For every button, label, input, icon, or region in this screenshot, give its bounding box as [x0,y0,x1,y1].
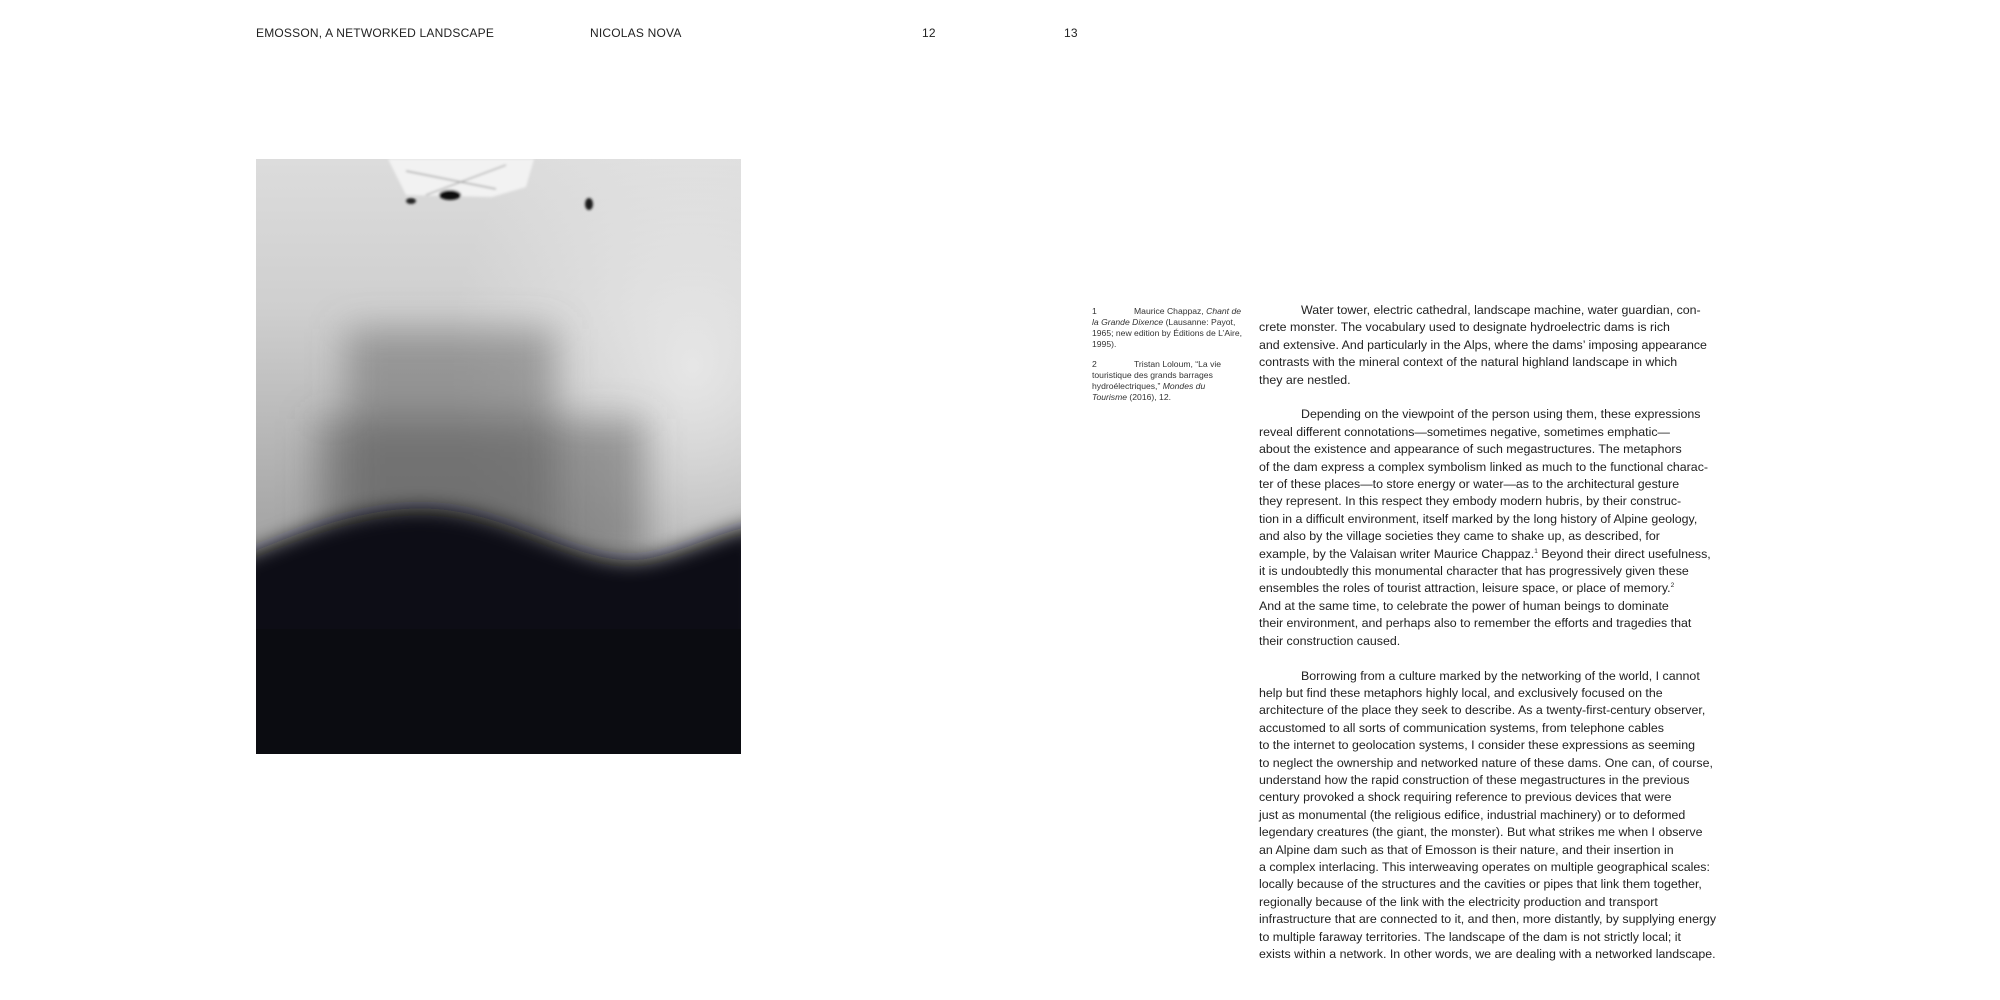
text-line: contrasts with the mineral context of the natural highland landscape in which [1259,355,1678,370]
footnote-2 [1092,359,1242,403]
text-line: architecture of the place they seek to describe. As a twenty-first-century observer, [1259,703,1706,718]
paragraph-1 [1259,302,1749,389]
text-line: example, by the Valaisan writer Maurice Chappaz.$^1$ Beyond their direct usefulness, [1259,546,1711,561]
text-line: accustomed to all sorts of communication systems, from telephone cables [1259,720,1664,735]
page-number-left: 12 [922,26,936,40]
text-line: to neglect the ownership and networked nature of these dams. One can, of course, [1259,755,1713,770]
text-line: infrastructure that are connected to it, and then, more distantly, by supplying energy [1259,912,1717,927]
text-line: they represent. In this respect they embody modern hubris, by their construc- [1259,494,1682,509]
text-line: an Alpine dam such as that of Emosson is their nature, and their insertion in [1259,842,1674,857]
text-line: crete monster. The vocabulary used to designate hydroelectric dams is rich [1259,320,1670,335]
text-line: their environment, and perhaps also to remember the efforts and tragedies that [1259,616,1692,631]
text-line: to the internet to geolocation systems, I consider these expressions as seeming [1259,738,1695,753]
footnote-number: 2 [1092,359,1097,369]
author-name: NICOLAS NOVA [590,26,682,40]
text-line: just as monumental (the religious edifice, industrial machinery) or to deformed [1259,807,1686,822]
text-line: locally because of the structures and the cavities or pipes that link them together, [1259,877,1702,892]
footnote-segment: Maurice Chappaz, [1134,306,1207,316]
text-line: Water tower, electric cathedral, landscape machine, water guardian, con- [1301,303,1701,317]
text-line: tion in a difficult environment, itself marked by the long history of Alpine geology, [1259,511,1698,526]
text-line: they are nestled. [1259,372,1351,387]
footnote-segment: (Lausanne: Payot, 1965; new edition by Éditions de L’Aire, 1995). [1092,317,1243,349]
footnote-segment: (2016), 12. [1127,392,1171,402]
text-line: it is undoubtedly this monumental character that has progressively given these [1259,564,1689,579]
footnote-number: 1 [1092,306,1097,316]
text-line: of the dam express a complex symbolism linked as much to the functional charac- [1259,459,1709,474]
paragraph-2 [1259,406,1749,650]
text-line: Borrowing from a culture marked by the networking of the world, I cannot [1301,668,1700,683]
text-line: about the existence and appearance of such megastructures. The metaphors [1259,442,1682,457]
text-line: understand how the rapid construction of these megastructures in the previous [1259,772,1690,787]
footnote-marker: 1 [1534,547,1538,555]
body-text [1259,302,1749,981]
text-line: their construction caused. [1259,633,1401,648]
text-line: legendary creatures (the giant, the monster). But what strikes me when I observe [1259,825,1703,840]
text-line: century provoked a shock requiring reference to previous devices that were [1259,790,1672,805]
footnote-title: Mondes du Tourisme [1092,381,1206,402]
running-title: EMOSSON, A NETWORKED LANDSCAPE [256,26,495,40]
text-line: exists within a network. In other words, we are dealing with a networked landscape. [1259,947,1716,961]
footnote-title: Chant de la Grande Dixence [1092,306,1242,327]
text-line: help but find these metaphors highly local, and exclusively focused on the [1259,685,1663,700]
text-line: and also by the village societies they came to shake up, as described, for [1259,529,1660,544]
text-line: and extensive. And particularly in the Alps, where the dams’ imposing appearance [1259,337,1707,352]
text-line: reveal different connotations—sometimes negative, sometimes emphatic— [1259,424,1670,439]
text-line: ter of these places—to store energy or water—as to the architectural gesture [1259,477,1680,492]
text-line: regionally because of the link with the electricity production and transport [1259,894,1658,909]
paragraph-3 [1259,668,1749,964]
page-number-right: 13 [1064,26,1078,40]
text-line: a complex interlacing. This interweaving operates on multiple geographical scales: [1259,859,1710,874]
text-line: Depending on the viewpoint of the person using them, these expressions [1301,407,1701,422]
footnotes [1092,306,1242,412]
footnote-segment: Tristan Loloum, “La vie touristique des grands barrages hydroélectriques,” [1092,359,1222,391]
text-line: ensembles the roles of tourist attraction, leisure space, or place of memory.$^2$ [1259,581,1675,596]
footnote-marker: 2 [1670,582,1675,590]
photograph [256,159,741,754]
text-line: And at the same time, to celebrate the power of human beings to dominate [1259,598,1669,613]
text-line: to multiple faraway territories. The landscape of the dam is not strictly local; it [1259,929,1681,944]
footnote-1 [1092,306,1242,350]
